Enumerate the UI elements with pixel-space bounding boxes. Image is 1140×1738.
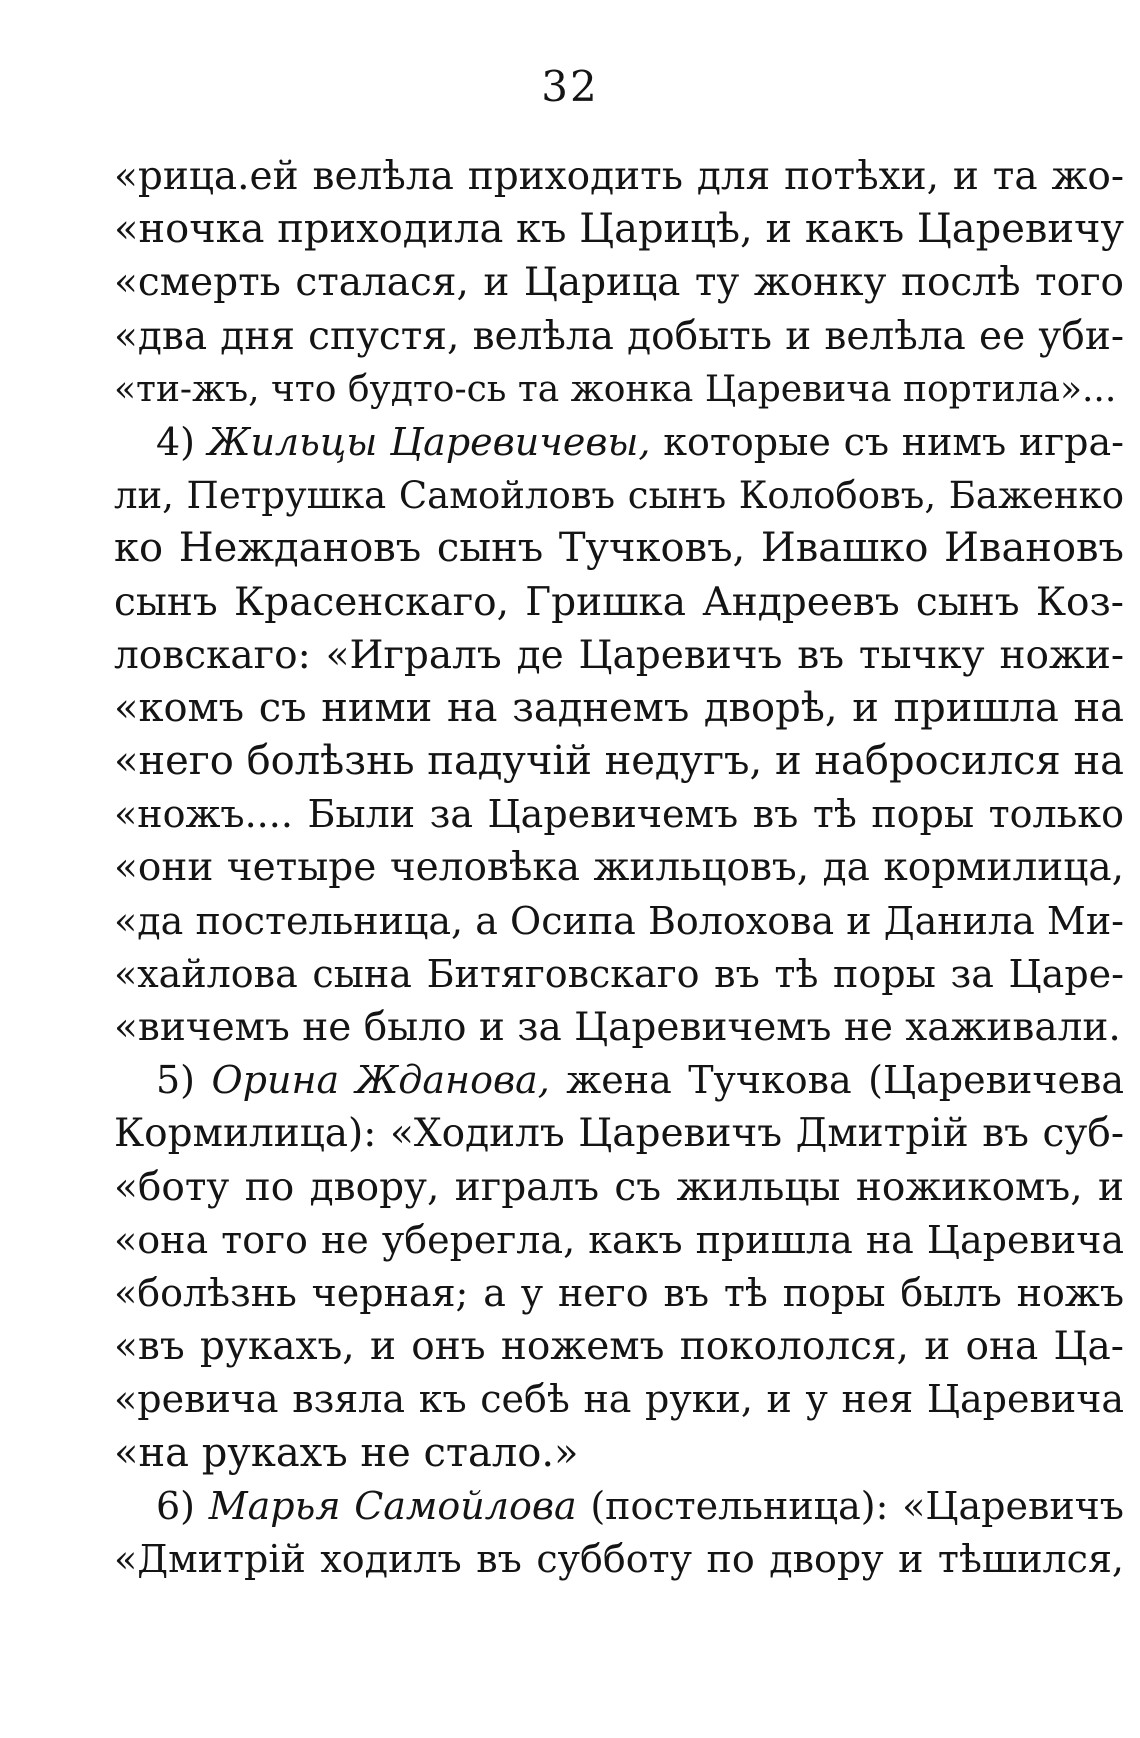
text-line-22: «болѣзнь черная; а у него въ тѣ поры былъ ножъ: [114, 1270, 1124, 1315]
text-line-5: «ти-жъ, что будто-сь та жонка Царевича портила»...: [114, 368, 1117, 410]
text-line-20: «боту по двору, игралъ съ жильцы ножикомъ, и: [114, 1164, 1124, 1210]
line-text: жена Тучкова (Царевичева: [566, 1058, 1124, 1103]
text-line-12: «него болѣзнь падучій недугъ, и набросился на: [114, 738, 1124, 785]
text-line-19: Кормилица): «Ходилъ Царевичъ Дмитрій въ суб-: [114, 1111, 1124, 1157]
text-line-16: «хайлова сына Битяговскаго въ тѣ поры за Царе-: [114, 951, 1124, 996]
paragraph-4-first-line: [114, 416, 1124, 469]
text-line-7: ли, Петрушка Самойловъ сынъ Колобовъ, Баженко: [114, 474, 1124, 518]
item-number: 5): [156, 1058, 196, 1103]
text-line-11: «комъ съ ними на заднемъ дворѣ, и пришла на: [114, 684, 1124, 731]
text-line-14: «они четыре человѣка жильцовъ, да кормилица,: [114, 845, 1124, 891]
paragraph-6-first-line: [114, 1480, 1124, 1533]
line-text: (постельница): «Царевичъ: [590, 1483, 1124, 1528]
witness-name: Орина Жданова,: [211, 1058, 550, 1103]
witness-name: Жильцы Царевичевы,: [207, 419, 651, 464]
witness-name: Марья Самойлова: [208, 1483, 577, 1528]
page-number: 32: [541, 62, 599, 111]
text-line-17: «вичемъ не было и за Царевичемъ не хаживали.: [114, 1005, 1121, 1050]
text-line-1: «рица.ей велѣла приходить для потѣхи, и та жо-: [114, 154, 1124, 199]
item-number: 6): [156, 1483, 196, 1528]
item-number: 4): [156, 419, 196, 464]
body-text: [114, 150, 1124, 1586]
text-line-15: «да постельница, а Осипа Волохова и Данила Ми-: [114, 898, 1124, 943]
text-line-21: «она того не уберегла, какъ пришла на Царевича: [114, 1217, 1124, 1262]
paragraph-5-first-line: [114, 1054, 1124, 1107]
text-line-23: «въ рукахъ, и онъ ножемъ покололся, и она Ца-: [114, 1324, 1124, 1370]
text-line-3: «смерть сталася, и Царица ту жонку послѣ того: [114, 260, 1124, 306]
text-line-4: «два дня спустя, велѣла добыть и велѣла ее уби-: [114, 313, 1124, 359]
text-line-10: ловскаго: «Игралъ де Царевичъ въ тычку ножи-: [114, 632, 1124, 678]
text-line-8: ко Неждановъ сынъ Тучковъ, Ивашко Ивановъ: [114, 525, 1124, 572]
text-line-13: «ножъ.... Были за Царевичемъ въ тѣ поры только: [114, 792, 1124, 837]
text-line-24: «ревича взяла къ себѣ на руки, и у нея Царевича: [114, 1377, 1124, 1422]
text-line-25: «на рукахъ не стало.»: [114, 1429, 579, 1476]
text-line-2: «ночка приходила къ Царицѣ, и какъ Царевичу: [114, 206, 1124, 253]
text-line-27: «Дмитрій ходилъ въ субботу по двору и тѣшился,: [114, 1536, 1124, 1581]
text-line-9: сынъ Красенскаго, Гришка Андреевъ сынъ Коз-: [114, 579, 1124, 625]
line-text: которые съ нимъ игра-: [663, 419, 1124, 464]
